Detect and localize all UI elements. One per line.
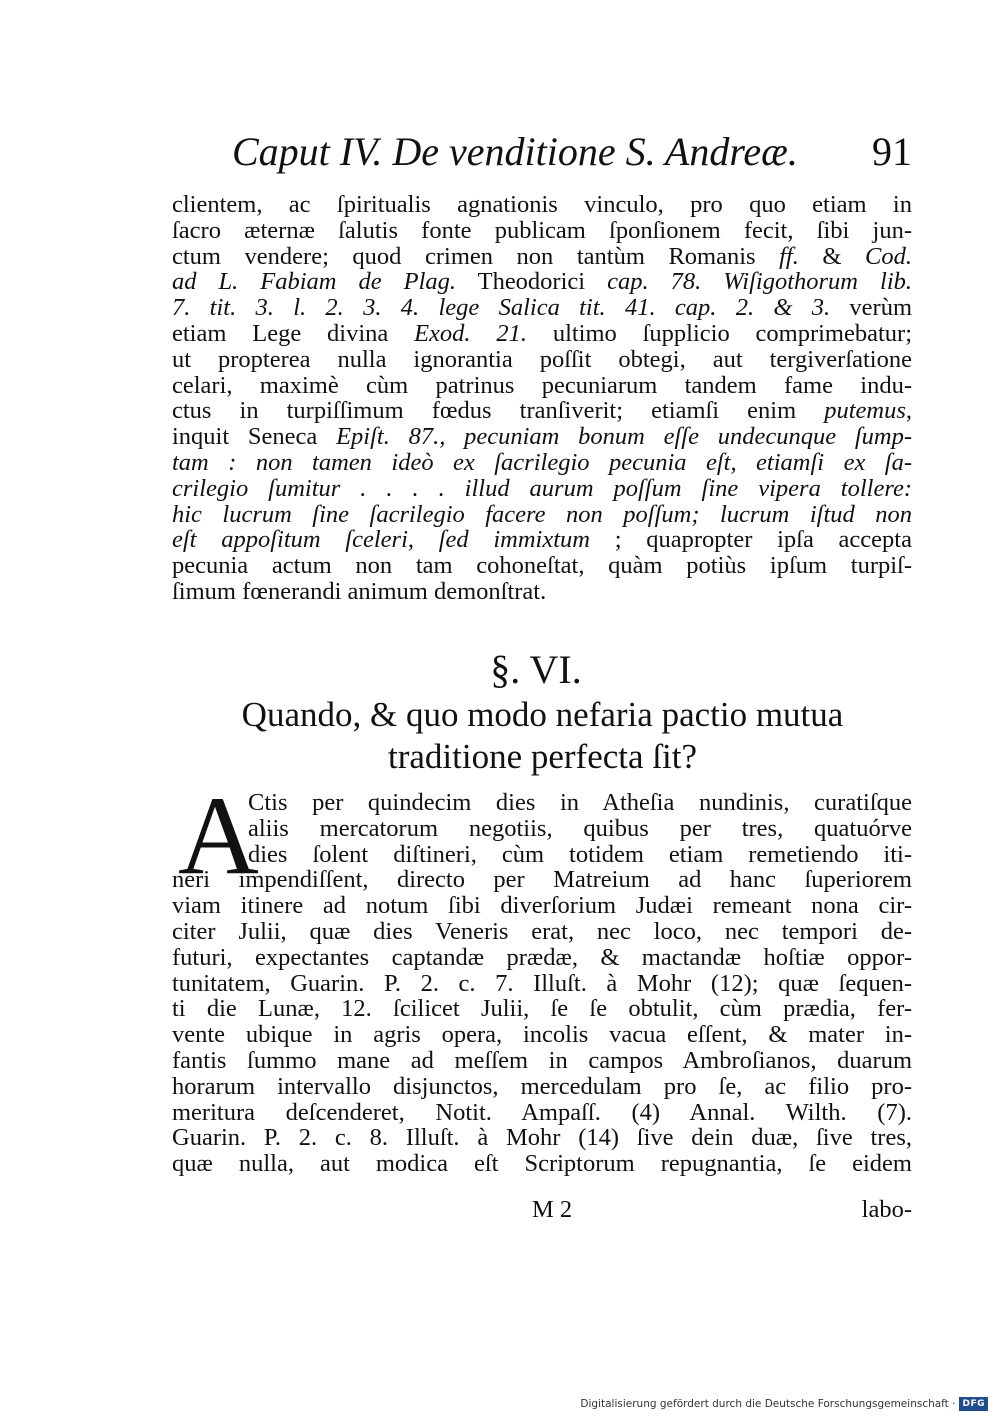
drop-cap-initial: A — [178, 774, 259, 898]
dfg-logo: DFG — [959, 1397, 988, 1411]
text-segment: ſimum fœnerandi animum demonſtrat. — [172, 577, 547, 605]
text-segment: etiam Lege divina — [172, 319, 415, 347]
text-segment: pecunia actum non tam cohoneſtat, quàm potiùs ipſum turpiſ- — [172, 552, 912, 580]
text-line — [172, 424, 912, 450]
text-segment: & — [798, 242, 866, 270]
running-head-title: Caput IV. De venditione S. Andreæ. — [232, 129, 798, 174]
text-line — [172, 579, 912, 605]
text-segment: celari, maximè cùm patrinus pecuniarum tandem fame indu- — [172, 371, 912, 399]
text-line: neri impendiſſent, directo per Matreium ad hanc ſuperiorem — [172, 866, 912, 894]
text-line: aliis mercatorum negotiis, quibus per tres, quatuórve — [248, 814, 912, 842]
text-line: tunitatem, Guarin. P. 2. c. 7. Illuſt. à Mohr (12); quæ ſequen- — [172, 969, 912, 997]
text-segment: ctum vendere; quod crimen non tantùm Romanis — [172, 242, 780, 270]
digitization-credit — [580, 1394, 988, 1414]
text-line — [172, 295, 912, 321]
text-line — [172, 450, 912, 476]
running-head — [232, 128, 912, 176]
text-segment: Cod. — [865, 242, 912, 270]
text-line: fantis ſummo mane ad meſſem in campos Ambroſianos, duarum — [172, 1046, 912, 1074]
text-line: vente ubique in agris opera, incolis vacua eſſent, & mater in- — [172, 1021, 912, 1049]
text-segment: hic lucrum ſine ſacrilegio facere non poſſum; lucrum iſtud non — [172, 500, 912, 528]
text-line: viam itinere ad notum ſibi diverſorium Judæi remeant nona cir- — [172, 892, 912, 920]
paragraph-1 — [172, 192, 912, 605]
section-title-line-2: traditione perfecta ſit? — [387, 737, 697, 776]
text-segment: tam : non tamen ideò ex ſacrilegio pecunia eſt, etiamſi ex ſa- — [172, 448, 912, 476]
text-segment: putemus, — [824, 397, 912, 425]
text-line — [172, 321, 912, 347]
text-segment: ultimo ſupplicio comprimebatur; — [527, 319, 913, 347]
text-segment: clientem, ac ſpiritualis agnationis vinculo, pro quo etiam in — [172, 191, 912, 218]
text-line — [172, 244, 912, 270]
text-line — [172, 218, 912, 244]
text-line — [172, 398, 912, 424]
text-line — [172, 502, 912, 528]
text-segment: crilegio ſumitur . . . . illud aurum poſſum ſine vipera tollere: — [172, 474, 912, 502]
text-line: citer Julii, quæ dies Veneris erat, nec loco, nec tempori de- — [172, 917, 912, 945]
text-line — [172, 527, 912, 553]
text-segment: ff. — [779, 242, 799, 270]
text-segment: Exod. 21. — [414, 319, 527, 347]
text-segment: ſacro æternæ ſalutis fonte publicam ſponſionem fecit, ſibi jun- — [172, 216, 912, 244]
text-segment: inquit Seneca — [172, 423, 337, 451]
text-segment: Theodorici — [456, 268, 608, 296]
text-segment: Epiſt. 87., pecuniam bonum eſſe undecunque ſump- — [336, 423, 912, 451]
paragraph-2 — [172, 790, 912, 1177]
text-line: quæ nulla, aut modica eſt Scriptorum repugnantia, ſe eidem — [172, 1150, 912, 1178]
page-number: 91 — [872, 129, 912, 174]
text-segment: ctus in turpiſſimum fœdus tranſiverit; etiamſi enim — [172, 397, 825, 425]
text-line: Ctis per quindecim dies in Atheſia nundinis, curatiſque — [248, 789, 912, 816]
text-segment: ; quapropter ipſa accepta — [590, 526, 912, 554]
section-number: §. VI. — [490, 647, 582, 692]
text-line: dies ſolent diſtineri, cùm totidem etiam remetiendo iti- — [248, 840, 912, 868]
section-title-line-1: Quando, & quo modo nefaria pactio mutua — [241, 695, 844, 734]
page-footer — [172, 1196, 912, 1226]
digitization-credit-text: Digitalisierung gefördert durch die Deutsche Forschungsgemeinschaft · — [580, 1398, 956, 1410]
text-line — [172, 553, 912, 579]
text-line — [172, 476, 912, 502]
text-line — [172, 373, 912, 399]
text-segment: eſt appoſitum ſceleri, ſed immixtum — [172, 526, 590, 554]
text-line: horarum intervallo disjunctos, mercedulam pro ſe, ac filio pro- — [172, 1072, 912, 1100]
signature-mark: M 2 — [532, 1196, 573, 1223]
text-line — [172, 192, 912, 218]
text-segment: 7. tit. 3. l. 2. 3. 4. lege Salica tit. 41. cap. 2. & 3. — [172, 294, 831, 322]
text-line: Guarin. P. 2. c. 8. Illuſt. à Mohr (14) ſive dein duæ, ſive tres, — [172, 1124, 912, 1152]
text-line — [172, 269, 912, 295]
text-segment: ut propterea nulla ignorantia poſſit obtegi, aut tergiverſatione — [172, 345, 912, 373]
section-title — [170, 694, 915, 778]
text-segment: ad L. Fabiam de Plag. — [172, 268, 457, 296]
text-line: meritura deſcenderet, Notit. Ampaſſ. (4) Annal. Wilth. (7). — [172, 1098, 912, 1126]
text-segment: verùm — [830, 294, 913, 322]
text-line: ti die Lunæ, 12. ſcilicet Julii, ſe ſe obtulit, cùm prædia, fer- — [172, 995, 912, 1023]
text-line: futuri, expectantes captandæ prædæ, & mactandæ hoſtiæ oppor- — [172, 943, 912, 971]
catchword: labo- — [861, 1196, 912, 1223]
text-segment: cap. 78. Wiſigothorum lib. — [607, 268, 912, 296]
text-line — [172, 347, 912, 373]
